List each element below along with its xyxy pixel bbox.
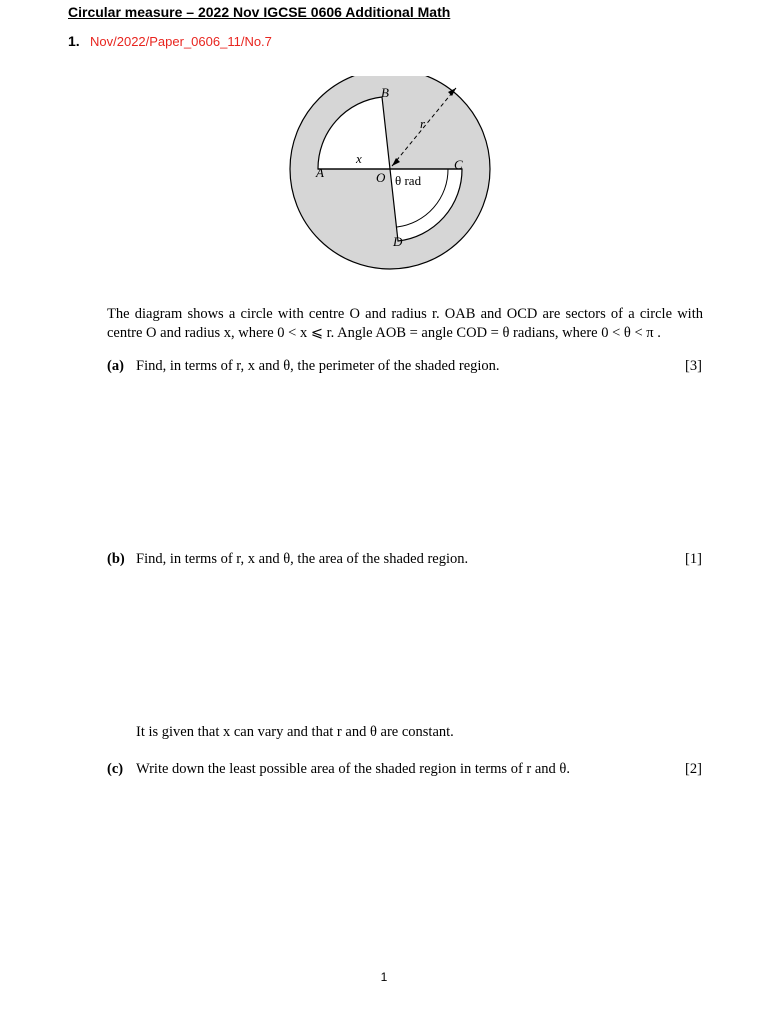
part-c-label: (c) xyxy=(107,761,124,777)
part-a xyxy=(107,358,500,375)
part-a-label: (a) xyxy=(107,358,124,374)
given-statement: It is given that x can vary and that r and θ are constant. xyxy=(136,724,454,740)
label-x: x xyxy=(356,151,362,166)
page-title: Circular measure – 2022 Nov IGCSE 0606 Additional Math xyxy=(68,4,451,20)
part-b-label: (b) xyxy=(107,551,125,567)
label-c: C xyxy=(454,157,463,172)
part-b-marks: [1] xyxy=(685,551,702,567)
label-r: r xyxy=(420,116,426,131)
part-b xyxy=(107,551,468,568)
part-a-text: Find, in terms of r, x and θ, the perimeter of the shaded region. xyxy=(136,358,500,374)
label-d: D xyxy=(393,234,403,249)
part-b-text: Find, in terms of r, x and θ, the area of the shaded region. xyxy=(136,551,469,567)
question-reference: Nov/2022/Paper_0606_11/No.7 xyxy=(90,34,272,49)
page-number: 1 xyxy=(380,970,388,984)
question-intro: The diagram shows a circle with centre O and radius r. OAB and OCD are sectors of a circle with centre O and radius x, where 0 < x ⩽ r. Angle AOB = angle COD = θ radians, where 0 < θ < π . xyxy=(107,306,703,341)
label-a: A xyxy=(316,165,324,180)
part-c xyxy=(107,761,570,778)
part-c-text: Write down the least possible area of the shaded region in terms of r and θ. xyxy=(136,761,570,777)
part-a-marks: [3] xyxy=(685,358,702,374)
label-o: O xyxy=(376,170,386,185)
circle-sector-diagram xyxy=(288,76,508,286)
label-theta: θ rad xyxy=(395,173,422,188)
question-number: 1. xyxy=(68,33,80,49)
part-c-marks: [2] xyxy=(685,761,702,777)
label-b: B xyxy=(381,85,389,100)
